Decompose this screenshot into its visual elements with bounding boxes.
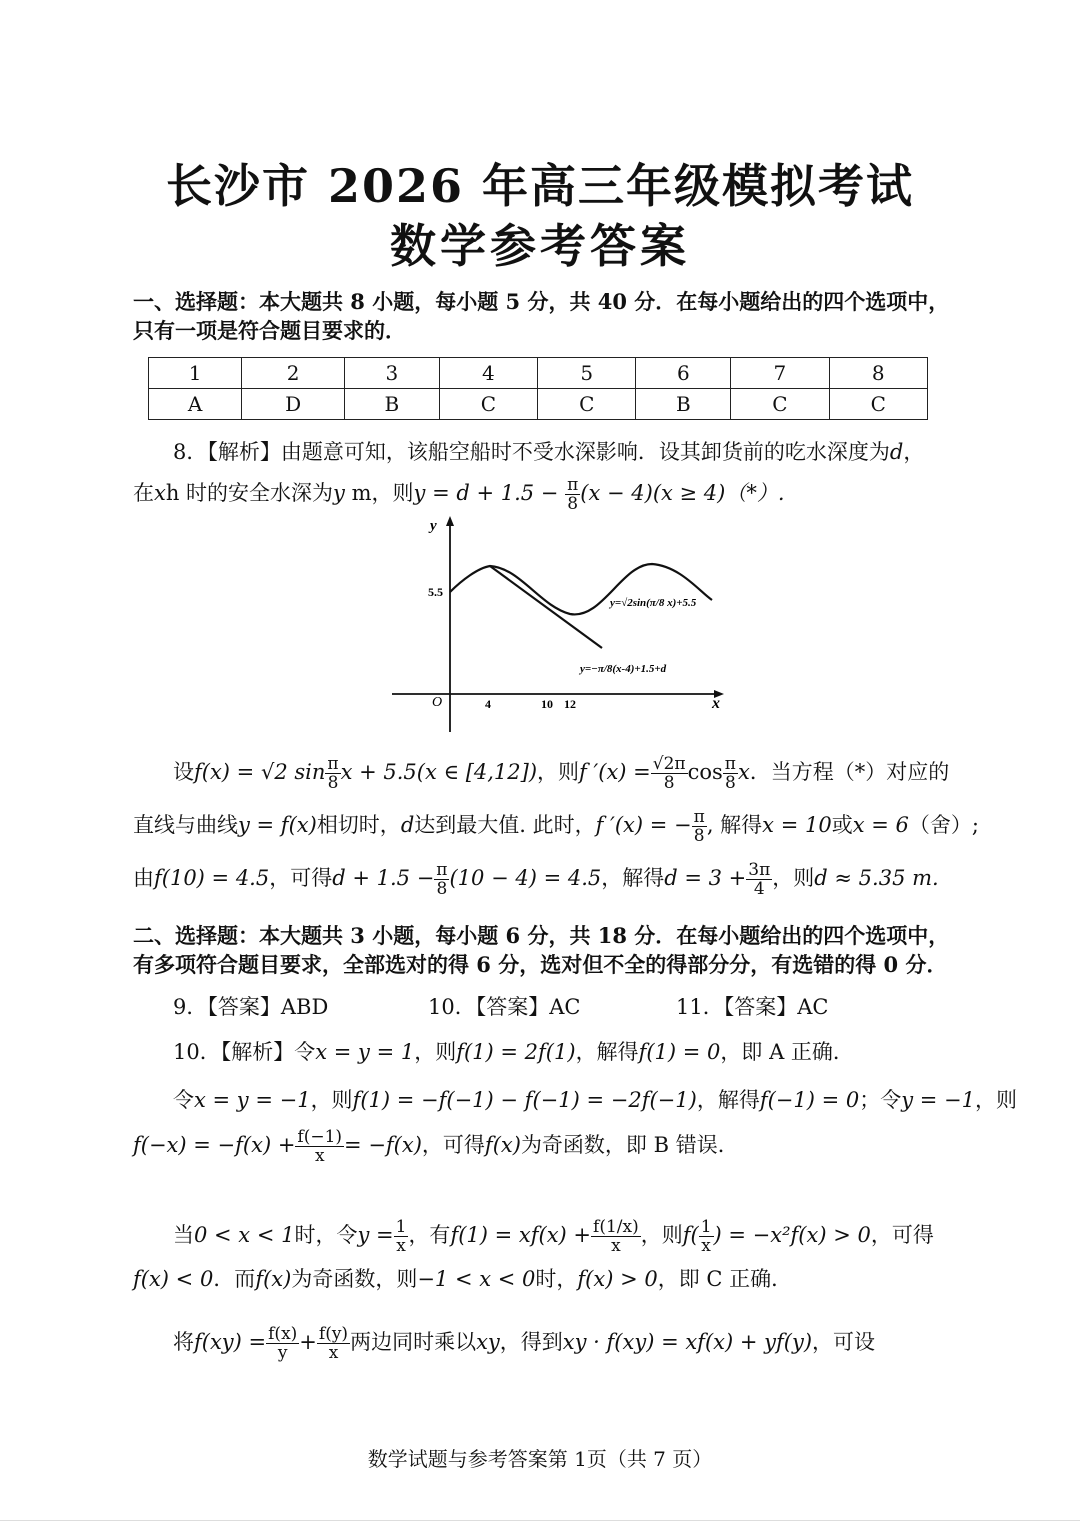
- q10-formula: f(1) = −f(−1) − f(−1) = −2f(−1): [352, 1088, 697, 1112]
- q8-formula: y = d + 1.5 −: [413, 481, 559, 505]
- q8-derivative-line: [173, 755, 949, 792]
- table-cell: 1: [149, 358, 242, 389]
- table-cell: B: [345, 389, 440, 420]
- q10-text: ，即 C 正确．: [657, 1267, 793, 1291]
- q8-text: 达到最大值. 此时，: [414, 813, 596, 837]
- answer-10: 10．【答案】AC: [428, 995, 581, 1019]
- q10-formula: f(x) < 0: [133, 1267, 214, 1291]
- q8-text: 设: [173, 760, 194, 784]
- q10-line5: [133, 1265, 792, 1294]
- fraction-denominator: x: [611, 1236, 621, 1256]
- table-cell: C: [731, 389, 829, 420]
- fraction-numerator: f(y): [318, 1324, 349, 1344]
- q8-text: ．当方程（*）对应的: [749, 760, 950, 784]
- fraction: [699, 1218, 714, 1255]
- fraction-numerator: π: [567, 475, 579, 495]
- q8-tangent-line: [133, 808, 979, 845]
- fraction: [746, 861, 772, 898]
- q10-text: 时，令: [294, 1223, 358, 1247]
- fraction: [295, 1128, 344, 1165]
- q10-line4: [173, 1218, 934, 1255]
- q8-text: ，解得: [601, 866, 665, 890]
- y-tick-label: 5.5: [428, 585, 443, 599]
- q8-text: , 解得: [706, 813, 763, 837]
- q8-text: 直线与曲线: [133, 813, 238, 837]
- fraction: [723, 755, 738, 792]
- answer-table-answer-row: [149, 389, 928, 420]
- q10-formula: = −f(x): [344, 1133, 422, 1157]
- q8-formula: y = f(x): [238, 813, 317, 837]
- q8-formula: d = 3 +: [664, 866, 747, 890]
- q10-text: 将: [173, 1330, 194, 1354]
- q10-formula: 0 < x < 1: [194, 1223, 295, 1247]
- q8-text: h 时的安全水深为: [165, 481, 334, 505]
- q8-formula: f ′(x) =: [579, 760, 651, 784]
- fraction-numerator: π: [327, 754, 339, 774]
- q10-text: ．而: [213, 1267, 256, 1291]
- q8-text: 相切时，: [316, 813, 401, 837]
- fraction-denominator: 8: [724, 773, 736, 793]
- fraction-denominator: 4: [753, 879, 765, 899]
- q8-formula: cos: [687, 760, 723, 784]
- q10-formula: −1 < x < 0: [417, 1267, 536, 1291]
- q8-line2: [133, 476, 785, 513]
- q8-formula: f(10) = 4.5: [154, 866, 270, 890]
- q10-text: ，可得: [870, 1223, 934, 1247]
- answer-9: 9．【答案】ABD: [173, 995, 329, 1019]
- fraction-numerator: π: [436, 860, 448, 880]
- q8-line1: [173, 438, 924, 467]
- fraction-numerator: 1: [395, 1217, 407, 1237]
- fraction: [317, 1325, 350, 1362]
- fraction: [565, 476, 580, 513]
- q10-text: 当: [173, 1223, 194, 1247]
- table-cell: D: [242, 389, 345, 420]
- q10-formula: xy: [476, 1330, 500, 1354]
- table-cell: C: [538, 389, 636, 420]
- page-footer: 数学试题与参考答案第 1页（共 7 页）: [367, 1447, 713, 1471]
- q10-formula: f(−x) = −f(x) +: [133, 1133, 296, 1157]
- fraction-numerator: π: [693, 807, 705, 827]
- section2-heading-line1: 二、选择题：本大题共 3 小题，每小题 6 分，共 18 分．在每小题给出的四个选项中，: [133, 923, 950, 948]
- table-cell: B: [636, 389, 731, 420]
- q10-text: ，得到: [499, 1330, 563, 1354]
- q10-formula: f(xy) =: [194, 1330, 267, 1354]
- q10-text: 令: [173, 1088, 194, 1112]
- fraction-denominator: 8: [693, 826, 705, 846]
- divider: [0, 1520, 1080, 1521]
- fraction: [692, 808, 707, 845]
- q10-text: ，则: [640, 1223, 683, 1247]
- q10-formula: xy · f(xy) = xf(x) + yf(y): [562, 1330, 813, 1354]
- q10-text: 为奇函数，则: [291, 1267, 418, 1291]
- fraction-numerator: 3π: [748, 860, 771, 880]
- q10-formula: x = y = 1: [315, 1040, 415, 1064]
- q10-text: ，可设: [812, 1330, 876, 1354]
- q8-formula: (x − 4)(x ≥ 4)（*）.: [580, 481, 785, 505]
- q8-text: 由: [133, 866, 154, 890]
- q10-line1: [173, 1038, 854, 1067]
- q8-var: y: [333, 481, 345, 505]
- q8-formula: d ≈ 5.35 m.: [814, 866, 939, 890]
- fraction-numerator: f(−1): [297, 1127, 343, 1147]
- q8-var-d: d: [889, 440, 904, 464]
- q10-formula: f(: [682, 1223, 699, 1247]
- q8-text: 或: [831, 813, 853, 837]
- fraction: [325, 755, 340, 792]
- fraction-numerator: f(1/x): [593, 1217, 639, 1237]
- q10-text: ；令: [859, 1088, 902, 1112]
- fraction-denominator: x: [328, 1343, 339, 1363]
- q10-formula: f(x): [484, 1133, 521, 1157]
- q8-formula: f(x) = √2 sin: [194, 760, 326, 784]
- x-tick-label: 10: [541, 697, 553, 711]
- table-cell: C: [439, 389, 537, 420]
- q8-formula: x = 10: [762, 813, 832, 837]
- q10-formula: +: [299, 1330, 317, 1354]
- q8-text: ，则: [772, 866, 815, 890]
- q10-text: 两边同时乘以: [350, 1330, 477, 1354]
- answer-table-number-row: [149, 358, 928, 389]
- q10-formula: f(1) = xf(x) +: [450, 1223, 592, 1247]
- q8-var: x: [154, 481, 166, 505]
- fraction-numerator: π: [724, 754, 736, 774]
- fraction-denominator: 8: [436, 879, 448, 899]
- curve-label: y=√2sin(π/8 x)+5.5: [610, 597, 697, 609]
- function-graph: [390, 510, 730, 740]
- table-cell: C: [829, 389, 927, 420]
- q10-text: 为奇函数，即 B 错误．: [520, 1133, 739, 1157]
- title-line1: 长沙市 2026 年高三年级模拟考试: [165, 159, 915, 213]
- table-cell: 7: [731, 358, 829, 389]
- table-cell: 3: [345, 358, 440, 389]
- answer-11: 11．【答案】AC: [676, 995, 829, 1019]
- fraction-denominator: x: [314, 1146, 325, 1166]
- q8-formula: x = 6: [852, 813, 909, 837]
- x-axis-label: x: [712, 695, 720, 712]
- fraction-denominator: 8: [327, 773, 339, 793]
- q10-text: ，则: [975, 1088, 1018, 1112]
- fraction: [651, 755, 688, 792]
- table-cell: A: [149, 389, 242, 420]
- q10-formula: y = −1: [901, 1088, 976, 1112]
- q10-text: 10．【解析】令: [173, 1040, 316, 1064]
- q8-formula: x + 5.5(x ∈ [4,12]): [340, 760, 538, 784]
- fraction-denominator: 8: [567, 494, 579, 514]
- q10-text: ，则: [310, 1088, 353, 1112]
- fraction: [266, 1325, 299, 1362]
- origin-label: O: [432, 695, 443, 710]
- q10-formula: y =: [357, 1223, 394, 1247]
- section1-heading-line2: 只有一项是符合题目要求的．: [133, 318, 406, 343]
- fraction-denominator: x: [701, 1236, 711, 1256]
- q10-formula: f(x): [255, 1267, 292, 1291]
- q10-text: ，解得: [696, 1088, 760, 1112]
- table-cell: 8: [829, 358, 927, 389]
- fraction-denominator: 8: [663, 773, 675, 793]
- q8-text: ，可得: [269, 866, 333, 890]
- table-cell: 6: [636, 358, 731, 389]
- q8-var: x: [737, 760, 750, 784]
- q8-text: ，: [903, 440, 925, 464]
- q10-formula: f(1) = 2f(1): [456, 1040, 576, 1064]
- q8-text: 在: [133, 481, 154, 505]
- y-axis-label: y: [430, 518, 437, 534]
- answer-table: [148, 357, 928, 420]
- q8-formula: (10 − 4) = 4.5: [449, 866, 602, 890]
- x-tick-label: 12: [564, 697, 576, 711]
- q8-formula: d + 1.5 −: [332, 866, 435, 890]
- q8-text: m，则: [351, 481, 414, 505]
- fraction: [394, 1218, 409, 1255]
- q10-formula: x = y = −1: [194, 1088, 311, 1112]
- fraction-denominator: x: [396, 1236, 406, 1256]
- x-tick-label: 4: [485, 697, 491, 711]
- fraction-numerator: f(x): [268, 1324, 298, 1344]
- title-line2: 数学参考答案: [390, 219, 690, 273]
- q10-text: 时，: [535, 1267, 578, 1291]
- section1-heading-line1: 一、选择题：本大题共 8 小题，每小题 5 分，共 40 分．在每小题给出的四个选项中，: [133, 289, 950, 314]
- q8-var: d: [400, 813, 415, 837]
- q10-formula: ) = −x²f(x) > 0: [713, 1223, 871, 1247]
- fraction-numerator: 1: [700, 1217, 712, 1237]
- q10-text: ，则: [414, 1040, 457, 1064]
- q8-text: 8．【解析】由题意可知，该船空船时不受水深影响．设其卸货前的吃水深度为: [173, 440, 890, 464]
- q10-line2: [173, 1086, 1017, 1115]
- y-axis-arrow: [446, 516, 454, 526]
- q10-text: ，有: [408, 1223, 451, 1247]
- fraction-numerator: √2π: [652, 754, 686, 774]
- fraction-denominator: y: [277, 1343, 288, 1363]
- q8-result-line: [133, 861, 939, 898]
- table-cell: 4: [439, 358, 537, 389]
- section2-heading-line2: 有多项符合题目要求，全部选对的得 6 分，选对但不全的得部分分，有选错的得 0 分．: [133, 952, 948, 977]
- q10-formula: f(1) = 0: [638, 1040, 721, 1064]
- q8-text: （舍）;: [908, 813, 979, 837]
- q10-text: ，可得: [421, 1133, 485, 1157]
- fraction: [591, 1218, 641, 1255]
- q10-formula: f(x) > 0: [577, 1267, 658, 1291]
- q10-line3: [133, 1128, 739, 1165]
- table-cell: 5: [538, 358, 636, 389]
- q10-line6: [173, 1325, 875, 1362]
- line-label: y=−π/8(x-4)+1.5+d: [580, 663, 667, 675]
- fraction: [434, 861, 449, 898]
- tangent-line: [490, 566, 602, 648]
- q8-formula: f ′(x) = −: [595, 813, 692, 837]
- table-cell: 2: [242, 358, 345, 389]
- q10-text: ，即 A 正确．: [720, 1040, 854, 1064]
- q10-formula: f(−1) = 0: [759, 1088, 860, 1112]
- q10-text: ，解得: [575, 1040, 639, 1064]
- q8-text: ，则: [537, 760, 580, 784]
